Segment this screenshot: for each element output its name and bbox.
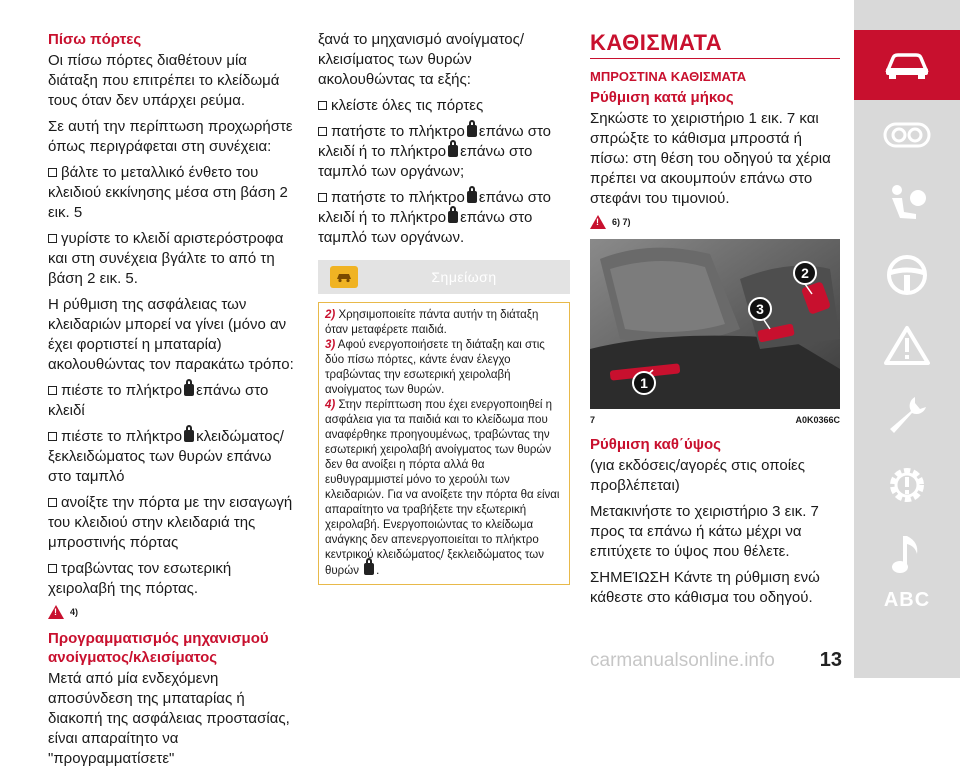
sidebar-item-maintenance[interactable] — [854, 380, 960, 450]
sidebar-item-safety[interactable] — [854, 170, 960, 240]
sidebar-item-technical[interactable] — [854, 450, 960, 520]
figure-number: 7 — [590, 415, 596, 425]
note-item: 2) Χρησιμοποιείτε πάντα αυτήν τη διάταξη όταν μεταφέρετε παιδιά. — [325, 309, 539, 336]
bullet-item: κλείστε όλες τις πόρτες — [318, 96, 570, 116]
paragraph: (για εκδόσεις/αγορές στις οποίες προβλέπεται) — [590, 457, 805, 494]
dashboard-icon — [883, 121, 931, 149]
heading-longitudinal: Ρύθμιση κατά μήκος — [590, 89, 734, 106]
warning-icon — [884, 325, 930, 365]
page-number: 13 — [819, 649, 842, 671]
figure-caption — [590, 415, 840, 425]
lock-icon — [467, 125, 477, 137]
bullet-item: πιέστε το πλήκτρο κλειδώματος/ ξεκλειδώματος των θυρών επάνω στο ταμπλό — [48, 428, 284, 485]
bullet-item: βάλτε το μεταλλικό ένθετο του κλειδιού εκκίνησης μέσα στη βάση 2 εικ. 5 — [48, 164, 288, 221]
bullet-icon — [48, 168, 57, 177]
lock-icon — [448, 145, 458, 157]
sidebar-item-warning[interactable] — [854, 310, 960, 380]
sidebar-item-dashboard[interactable] — [854, 100, 960, 170]
watermark: carmanualsonline.info — [590, 650, 775, 671]
seat-figure — [590, 239, 840, 409]
paragraph: Σε αυτή την περίπτωση προχωρήστε όπως περιγράφεται στη συνέχεια: — [48, 118, 293, 155]
index-label: ABC — [883, 588, 931, 611]
bullet-icon — [48, 432, 57, 441]
lock-icon — [184, 430, 194, 442]
bullet-icon — [48, 386, 57, 395]
paragraph: Σηκώστε το χειριστήριο 1 εικ. 7 και σπρώξτε το κάθισμα μπροστά ή πίσω: στη θέση του οδηγού τα χέρια πρέπει να ακουμπούν επάνω στο στεφάνι του τιμονιού. — [590, 110, 831, 207]
bullet-icon — [48, 564, 57, 573]
note-car-icon — [330, 266, 358, 288]
section-title: ΚΑΘΙΣΜΑΤΑ — [590, 30, 840, 59]
heading-programming: Προγραμματισμός μηχανισμού ανοίγματος/κλεισίματος — [48, 630, 269, 666]
column-middle — [318, 30, 570, 585]
callout-1: 1 — [632, 371, 656, 395]
bullet-icon — [318, 101, 327, 110]
warning-triangle-icon: ! — [48, 605, 64, 619]
bullet-icon — [48, 498, 57, 507]
bullet-item: πατήστε το πλήκτρο επάνω στο κλειδί ή το πλήκτρο επάνω στο ταμπλό των οργάνων. — [318, 189, 552, 246]
callout-3: 3 — [748, 297, 772, 321]
sidebar-item-steering[interactable] — [854, 240, 960, 310]
airbag-icon — [884, 182, 930, 228]
paragraph: Μετά από μία ενδεχόμενη αποσύνδεση της μπαταρίας ή διακοπή της ασφάλειας προστασίας, είναι απαραίτητο να "προγραμματίσετε" — [48, 670, 290, 767]
warning-triangle-icon: ! — [590, 215, 606, 229]
bullet-item: πιέστε το πλήκτρο επάνω στο κλειδί — [48, 382, 269, 419]
column-left — [48, 30, 298, 775]
note-title: Σημείωση — [431, 269, 497, 285]
column-right — [590, 30, 840, 614]
sidebar-item-car[interactable] — [854, 30, 960, 100]
subsection-title: ΜΠΡΟΣΤΙΝΑ ΚΑΘΙΣΜΑΤΑ — [590, 69, 747, 84]
steering-wheel-icon — [885, 253, 929, 297]
bullet-item: τραβώντας τον εσωτερική χειρολαβή της πόρτας. — [48, 560, 232, 597]
note-box — [318, 302, 570, 585]
paragraph: Η ρύθμιση της ασφάλειας των κλειδαριών μπορεί να γίνει (μόνο αν έχει φορτιστεί η μπαταρία) ακολουθώντας τον παρακάτω τρόπο: — [48, 296, 294, 373]
bullet-icon — [318, 127, 327, 136]
wrench-icon — [885, 393, 929, 437]
warning-reference: ! 6) 7) — [590, 215, 840, 229]
heading-rear-doors: Πίσω πόρτες — [48, 31, 142, 48]
bullet-item: ανοίξτε την πόρτα με την εισαγωγή του κλειδιού στην κλειδαριά της μπροστινής πόρτας — [48, 494, 293, 551]
heading-height: Ρύθμιση καθ΄ύψος — [590, 436, 721, 453]
bullet-item: γυρίστε το κλειδί αριστερόστροφα και στη συνέχεια βγάλτε το από τη βάση 2 εικ. 5. — [48, 230, 284, 287]
bullet-item: πατήστε το πλήκτρο επάνω στο κλειδί ή το πλήκτρο επάνω στο ταμπλό των οργάνων; — [318, 123, 552, 180]
sidebar-item-index[interactable] — [854, 565, 960, 635]
paragraph: Οι πίσω πόρτες διαθέτουν μία διάταξη που επιτρέπει το κλείδωμά τους όταν δεν υπάρχει ρεύμα. — [48, 52, 280, 109]
figure-code: A0K0366C — [795, 415, 840, 425]
paragraph: Μετακινήστε το χειριστήριο 3 εικ. 7 προς τα επάνω ή κάτω μέχρι να επιτύχετε το ύψος που θέλετε. — [590, 503, 819, 560]
callout-2: 2 — [793, 261, 817, 285]
paragraph: ΣΗΜΕΊΩΣΗ Κάντε τη ρύθμιση ενώ κάθεστε στο κάθισμα του οδηγού. — [590, 569, 820, 606]
bullet-icon — [318, 193, 327, 202]
warning-reference: ! 4) — [48, 605, 298, 619]
bullet-icon — [48, 234, 57, 243]
note-item: 3) Αφού ενεργοποιήσετε τη διάταξη και στις δύο πίσω πόρτες, κάντε έναν έλεγχο τραβώντας την εσωτερική χειρολαβή ανοίγματος των θυρών. — [325, 339, 545, 396]
lock-icon — [184, 384, 194, 396]
gear-icon — [885, 463, 929, 507]
lock-icon — [364, 563, 374, 575]
paragraph: ξανά το μηχανισμό ανοίγματος/ κλεισίματος των θυρών ακολουθώντας τα εξής: — [318, 31, 525, 88]
car-icon — [884, 50, 930, 80]
lock-icon — [467, 191, 477, 203]
lock-icon — [448, 211, 458, 223]
chapter-sidebar — [854, 0, 960, 678]
note-header — [318, 260, 570, 294]
note-item: 4) Στην περίπτωση που έχει ενεργοποιηθεί η ασφάλεια για τα παιδιά και το κλείδωμα που αναφέρθηκε προηγουμένως, τραβώντας την εσωτερική χειρολαβή ανοίγματος των θυρών δεν θα ανοίξει η πόρτα αλλά θα ευθυγραμμιστεί μόνο το χερούλι των κλειδαριών. Για να ανοίξετε την πόρτα θα είναι απαραίτητο να τραβήξετε την εξωτερική χειρολαβή. Ενεργοποιώντας το κλείδωμα ανάγκης δεν απενεργοποιείται το πλήκτρο κεντρικού κλειδώματος/ ξεκλειδώματος των θυρών . — [325, 399, 560, 577]
